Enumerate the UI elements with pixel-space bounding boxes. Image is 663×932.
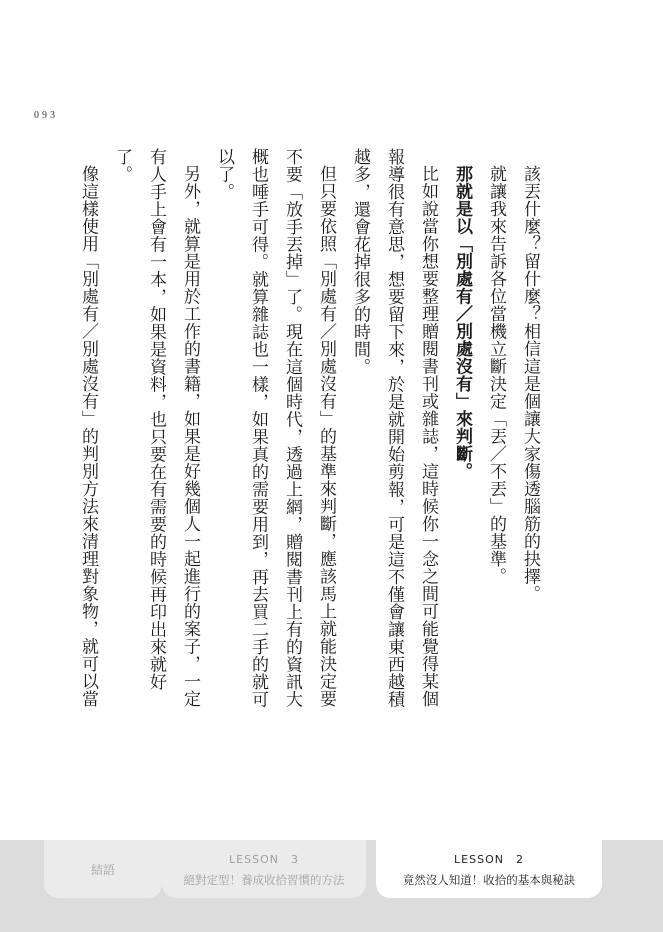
lesson-3-title: 絕對定型！養成收拾習慣的方法	[183, 872, 345, 887]
chapter-footer-nav	[0, 840, 663, 932]
paragraph: 另外，就算是用於工作的書籍，如果是好幾個人一起進行的案子，一定有人手上會有一本，如果是資料，也只要在有需要的時候再印出來就好了。	[112, 148, 200, 708]
page-number: 093	[34, 110, 58, 121]
paragraph: 像這樣使用「別處有／別處沒有」的判別方法來清理對象物，就可以當	[78, 165, 98, 708]
paragraph: 比如說當你想要整理贈閱書刊或雜誌，這時候你一念之間可能覺得某個報導很有意思，想要留下來，於是就開始剪報，可是這不僅會讓東西越積越多，還會花掉很多的時間。	[350, 148, 438, 708]
paragraph: 就讓我來告訴各位當機立斷決定「丟／不丟」的基準。	[486, 165, 506, 585]
lesson-3-number: LESSON 3	[229, 852, 299, 866]
lesson-2-title: 竟然沒人知道！收拾的基本與秘訣	[402, 872, 576, 887]
body-text	[71, 148, 547, 718]
paragraph: 該丟什麼？留什麼？相信這是個讓大家傷透腦筋的抉擇。	[520, 165, 540, 603]
lesson-2-number: LESSON 2	[454, 852, 524, 866]
tab-closing-label: 結語	[90, 862, 115, 877]
tab-lesson-2-active[interactable]	[376, 840, 602, 898]
tab-lesson-3[interactable]	[162, 840, 366, 898]
key-point-heading: 那就是以「別處有／別處沒有」來判斷。	[452, 165, 472, 480]
tab-closing[interactable]	[44, 840, 162, 898]
paragraph: 但只要依照「別處有／別處沒有」的基準來判斷，應該馬上就能決定要不要「放手丟掉」了。現在這個時代，透過上網，贈閱書刊上有的資訊大概也唾手可得。就算雜誌也一樣，如果真的需要用到，再去買二手的就可以了。	[214, 148, 336, 708]
